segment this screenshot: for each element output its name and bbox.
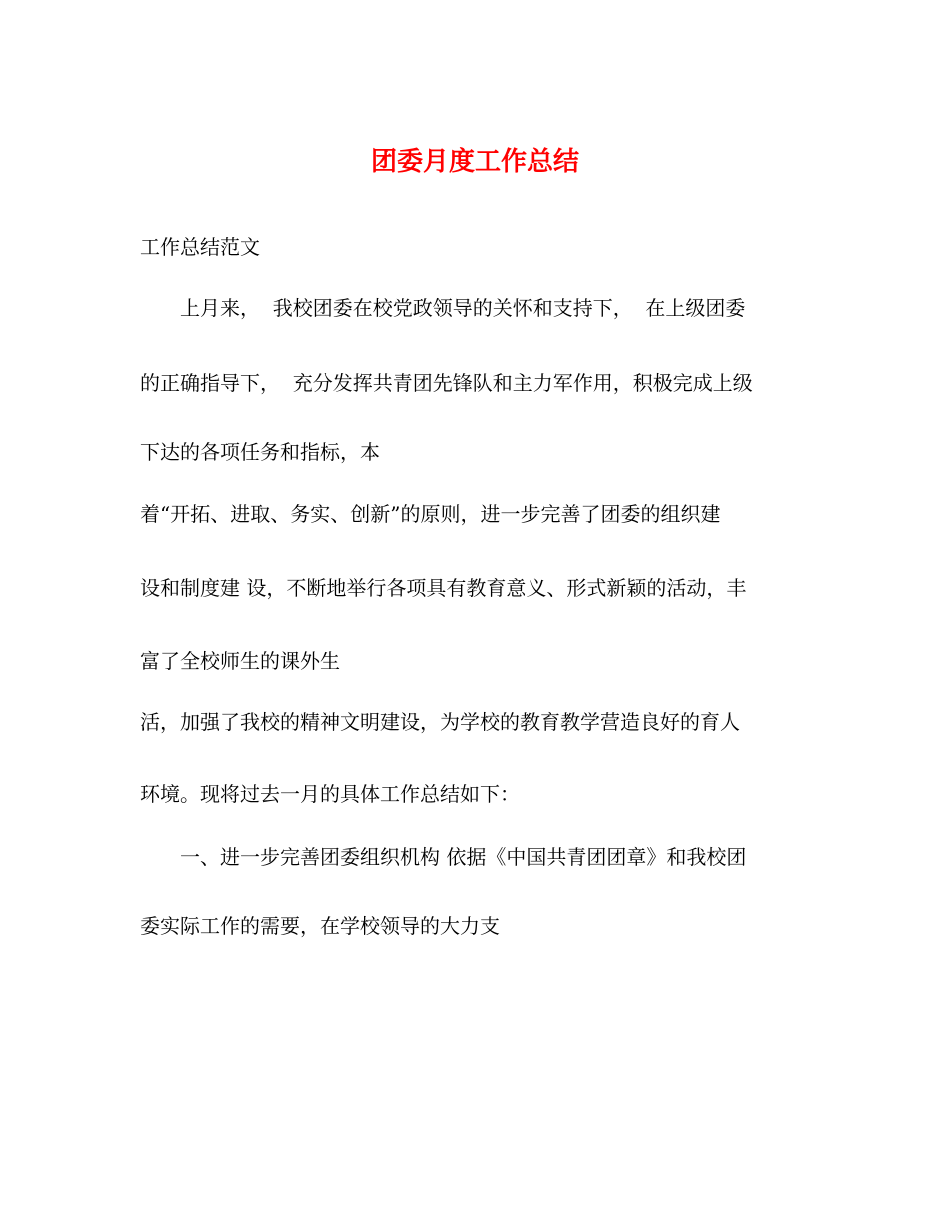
paragraph-line: 上月来， 我校团委在校党政领导的关怀和支持下， 在上级团委 — [140, 296, 746, 320]
document-title: 团委月度工作总结 — [370, 147, 579, 177]
paragraph-line: 的正确指导下， 充分发挥共青团先锋队和主力军作用，积极完成上级 — [140, 371, 753, 395]
paragraph-line: 活，加强了我校的精神文明建设，为学校的教育教学营造良好的育人 — [140, 710, 740, 734]
paragraph-line: 环境。现将过去一月的具体工作总结如下： — [140, 782, 520, 806]
paragraph-line: 委实际工作的需要，在学校领导的大力支 — [140, 914, 500, 938]
paragraph-line: 一、进一步完善团委组织机构 依据《中国共青团团章》和我校团 — [140, 845, 747, 869]
paragraph-line: 下达的各项任务和指标，本 — [140, 440, 380, 464]
paragraph-line: 着“开拓、进取、务实、创新”的原则，进一步完善了团委的组织建 — [140, 502, 721, 526]
paragraph-line: 富了全校师生的课外生 — [140, 649, 340, 673]
document-subtitle: 工作总结范文 — [140, 235, 260, 259]
paragraph-line: 设和制度建 设，不断地举行各项具有教育意义、形式新颖的活动，丰 — [140, 576, 747, 600]
